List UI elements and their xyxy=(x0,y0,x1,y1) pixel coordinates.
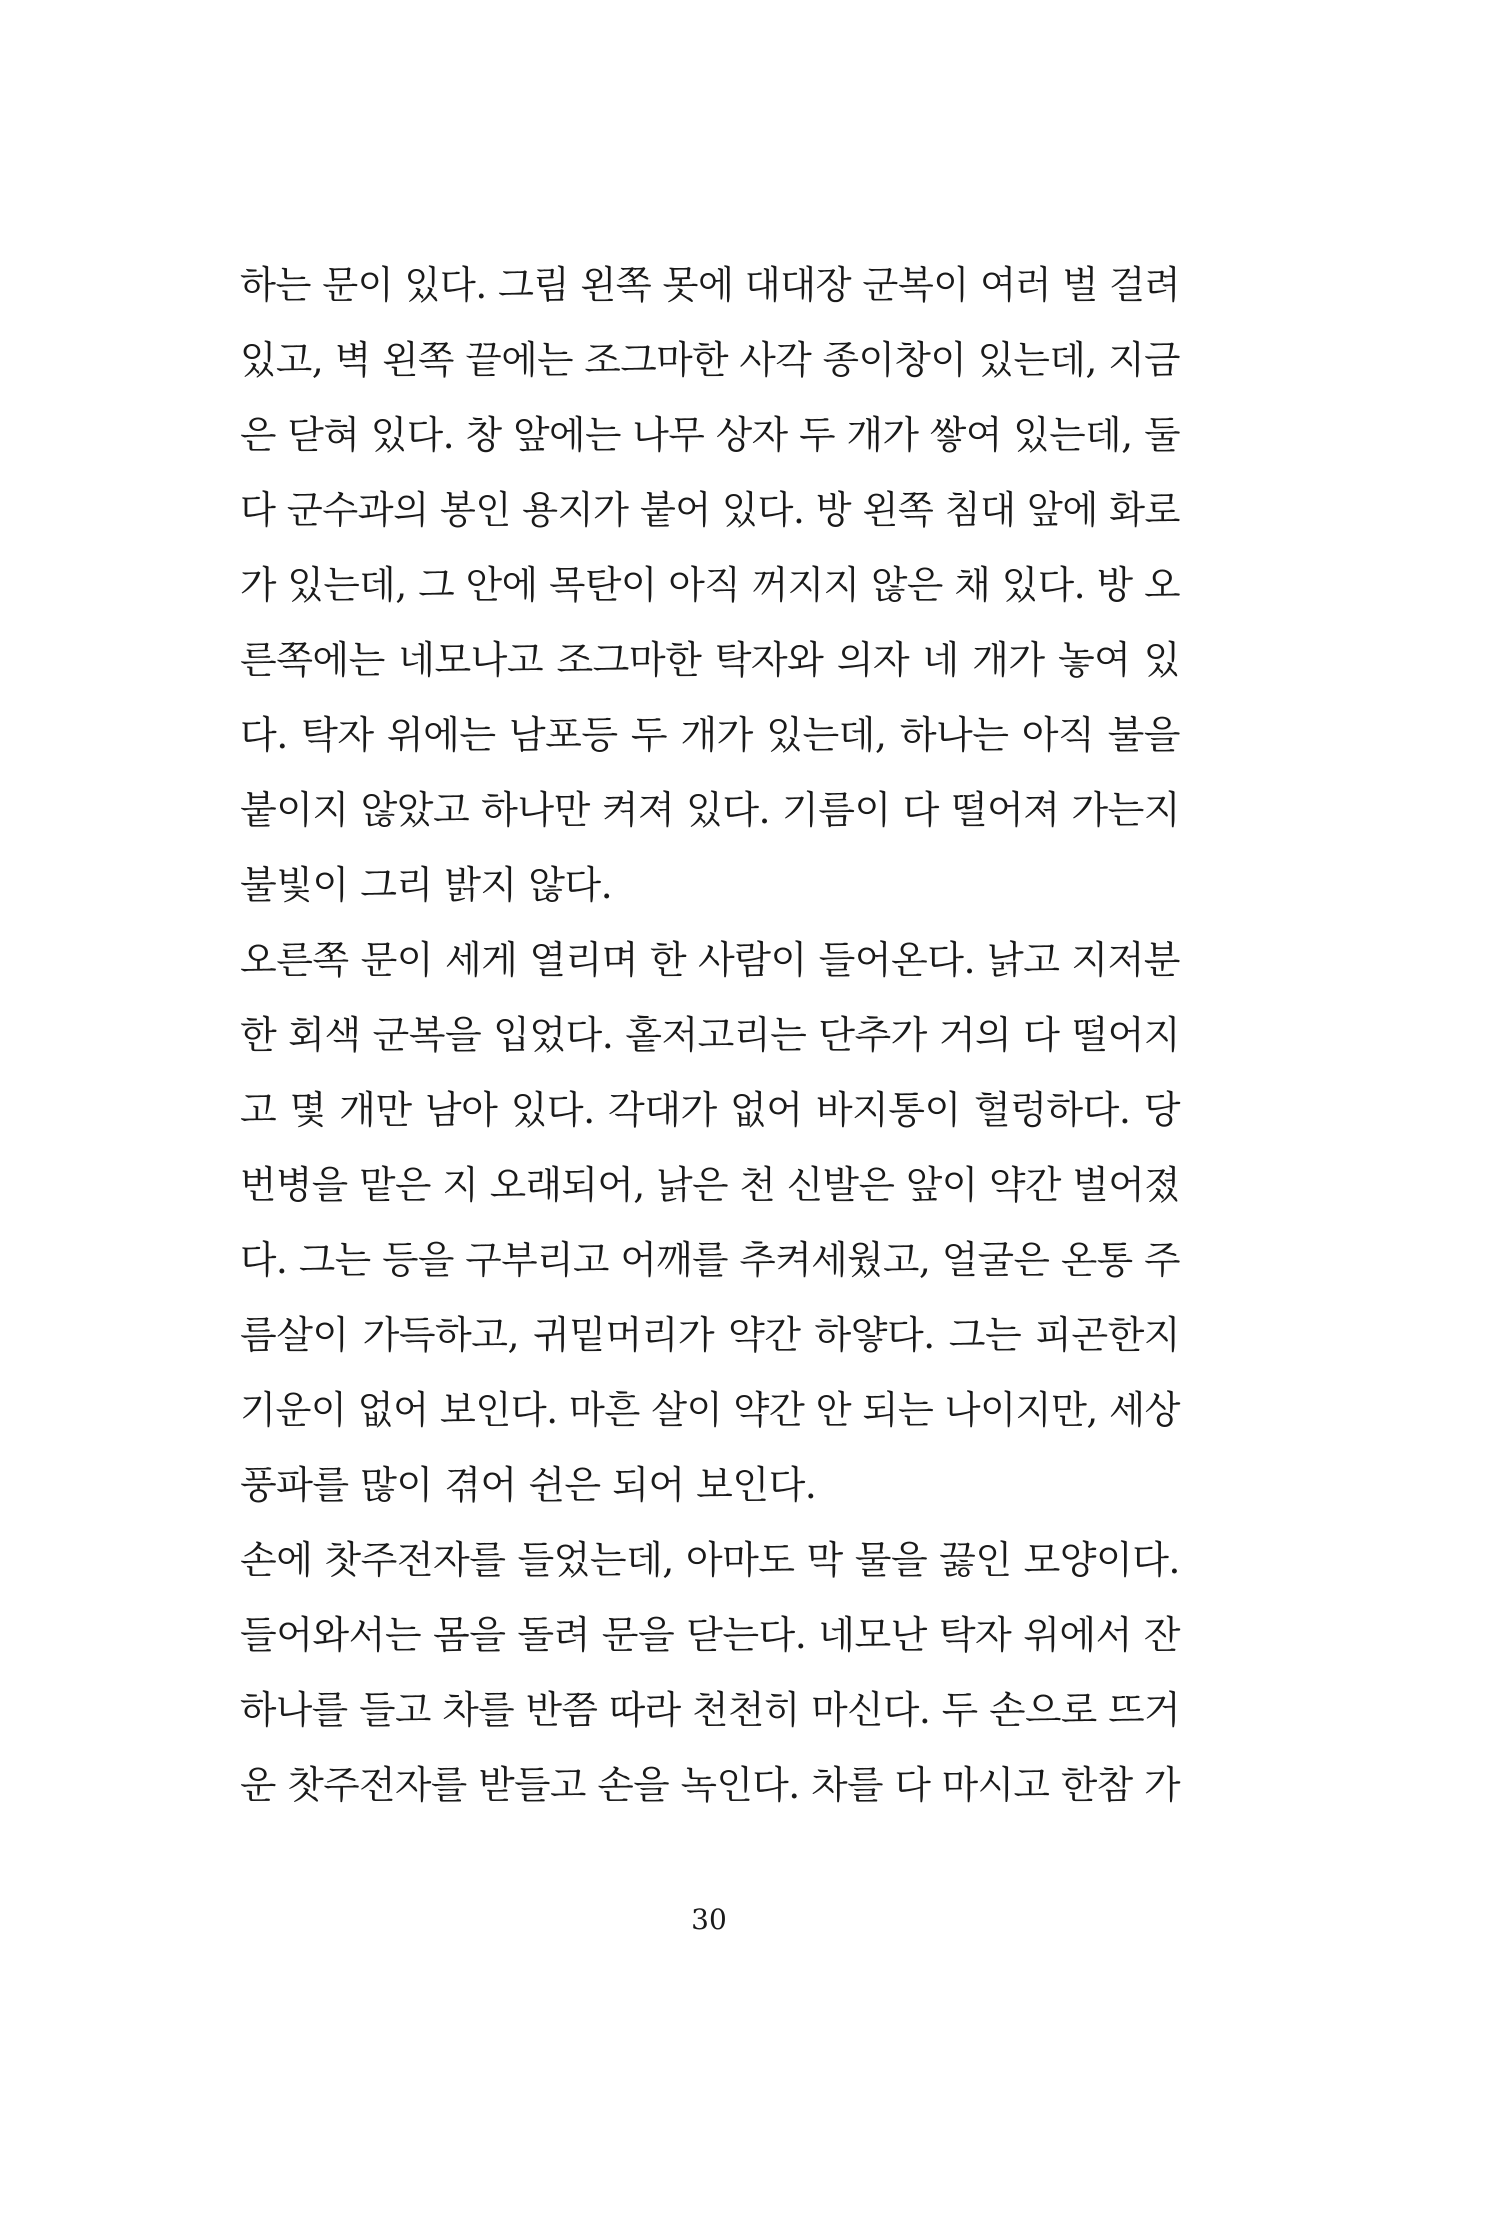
text-line: 은 닫혀 있다. 창 앞에는 나무 상자 두 개가 쌓여 있는데, 둘 xyxy=(240,413,1181,457)
page-number: 30 xyxy=(691,1903,727,1936)
text-line: 하나를 들고 차를 반쯤 따라 천천히 마신다. 두 손으로 뜨거 xyxy=(240,1688,1181,1732)
text-line: 가 있는데, 그 안에 목탄이 아직 꺼지지 않은 채 있다. 방 오 xyxy=(240,563,1181,607)
text-line: 기운이 없어 보인다. 마흔 살이 약간 안 되는 나이지만, 세상 xyxy=(240,1388,1181,1432)
text-line: 번병을 맡은 지 오래되어, 낡은 천 신발은 앞이 약간 벌어졌 xyxy=(240,1163,1181,1207)
text-line: 들어와서는 몸을 돌려 문을 닫는다. 네모난 탁자 위에서 잔 xyxy=(240,1613,1180,1657)
text-line: 다. 그는 등을 구부리고 어깨를 추켜세웠고, 얼굴은 온통 주 xyxy=(240,1238,1181,1282)
text-line: 한 회색 군복을 입었다. 홑저고리는 단추가 거의 다 떨어지 xyxy=(240,1013,1180,1057)
text-line: 다 군수과의 봉인 용지가 붙어 있다. 방 왼쪽 침대 앞에 화로 xyxy=(240,488,1181,532)
text-line-paragraph-end: 불빛이 그리 밝지 않다. xyxy=(240,863,613,907)
text-line: 오른쪽 문이 세게 열리며 한 사람이 들어온다. 낡고 지저분 xyxy=(240,938,1180,982)
text-line: 있고, 벽 왼쪽 끝에는 조그마한 사각 종이창이 있는데, 지금 xyxy=(240,338,1181,382)
text-line: 운 찻주전자를 받들고 손을 녹인다. 차를 다 마시고 한참 가 xyxy=(240,1763,1181,1807)
text-line: 붙이지 않았고 하나만 켜져 있다. 기름이 다 떨어져 가는지 xyxy=(240,788,1180,832)
body-text xyxy=(240,248,1180,1823)
text-line: 른쪽에는 네모나고 조그마한 탁자와 의자 네 개가 놓여 있 xyxy=(240,638,1180,682)
text-line: 름살이 가득하고, 귀밑머리가 약간 하얗다. 그는 피곤한지 xyxy=(240,1313,1180,1357)
text-line: 손에 찻주전자를 들었는데, 아마도 막 물을 끓인 모양이다. xyxy=(240,1538,1180,1582)
text-line-paragraph-end: 풍파를 많이 겪어 쉰은 되어 보인다. xyxy=(240,1463,817,1507)
text-line: 고 몇 개만 남아 있다. 각대가 없어 바지통이 헐렁하다. 당 xyxy=(240,1088,1180,1132)
text-line: 다. 탁자 위에는 남포등 두 개가 있는데, 하나는 아직 불을 xyxy=(240,713,1180,757)
text-line: 하는 문이 있다. 그림 왼쪽 못에 대대장 군복이 여러 벌 걸려 xyxy=(240,263,1181,307)
